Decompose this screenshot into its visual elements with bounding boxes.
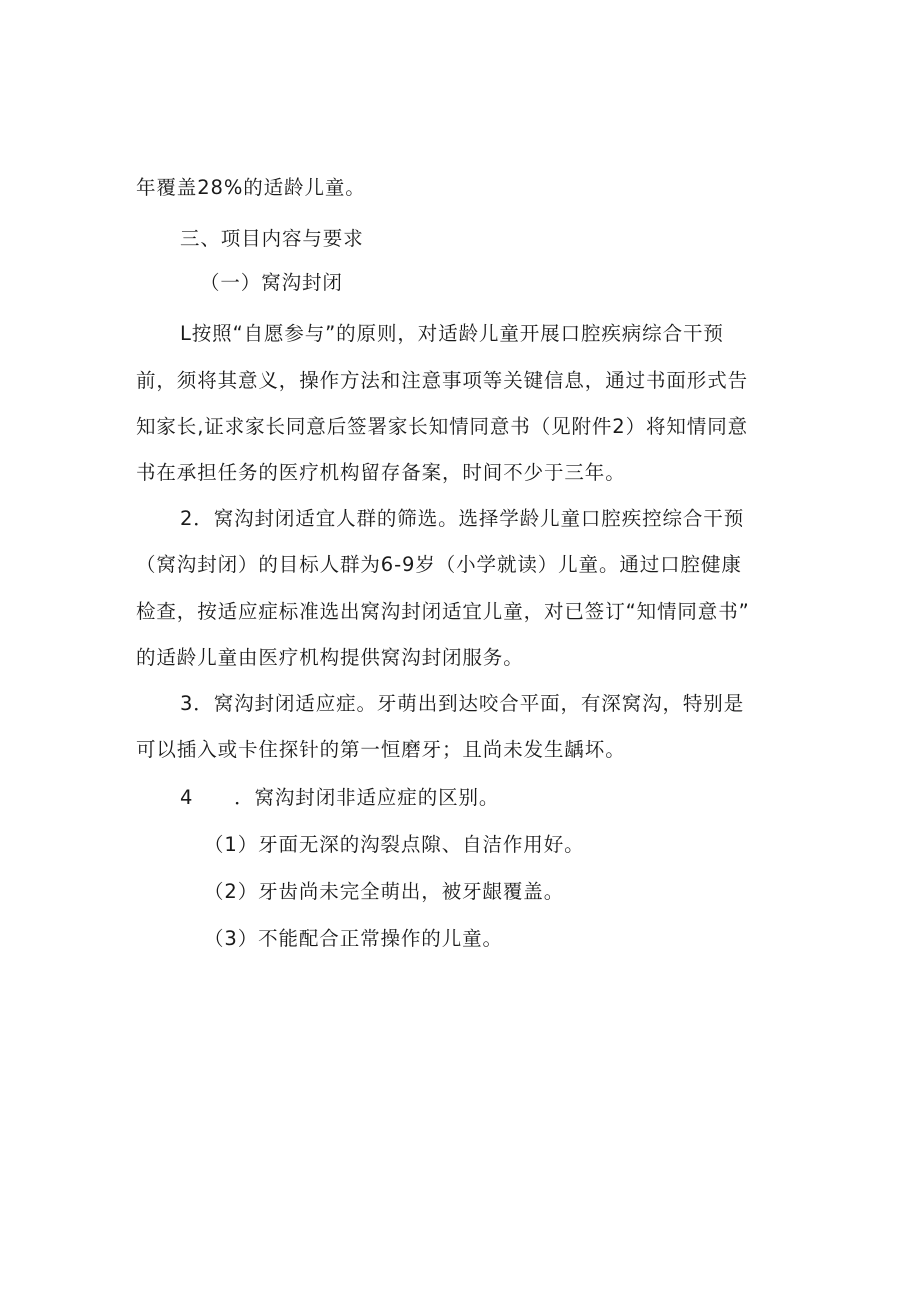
paragraph-1-line-2: 前，须将其意义，操作方法和注意事项等关键信息，通过书面形式告 bbox=[136, 369, 749, 392]
paragraph-2-line-2: （窝沟封闭）的目标人群为6-9岁（小学就读）儿童。通过口腔健康 bbox=[136, 553, 742, 576]
list-item-1: （1）牙面无深的沟裂点隙、自洁作用好。 bbox=[204, 833, 585, 856]
paragraph-3-line-2: 可以插入或卡住探针的第一恒磨牙；且尚未发生龋坏。 bbox=[136, 738, 626, 761]
subsection-heading: （一）窝沟封闭 bbox=[200, 271, 343, 294]
paragraph-4-heading: 4 ．窝沟封闭非适应症的区别。 bbox=[180, 786, 500, 809]
list-item-2: （2）牙齿尚未完全萌出，被牙龈覆盖。 bbox=[204, 880, 565, 903]
paragraph-3-line-1: 3．窝沟封闭适应症。牙萌出到达咬合平面，有深窝沟，特别是 bbox=[180, 692, 745, 715]
paragraph-2-line-4: 的适龄儿童由医疗机构提供窝沟封闭服务。 bbox=[136, 646, 524, 669]
paragraph-1-line-1: L按照“自愿参与”的原则，对适龄儿童开展口腔疾病综合干预 bbox=[180, 322, 724, 345]
paragraph-1-line-4: 书在承担任务的医疗机构留存备案，时间不少于三年。 bbox=[136, 461, 626, 484]
list-item-3: （3）不能配合正常操作的儿童。 bbox=[204, 927, 503, 950]
paragraph-2-line-1: 2．窝沟封闭适宜人群的筛选。选择学龄儿童口腔疾控综合干预 bbox=[180, 507, 745, 530]
section-heading: 三、项目内容与要求 bbox=[180, 227, 364, 250]
text-line-coverage: 年覆盖28%的适龄儿童。 bbox=[136, 176, 366, 199]
paragraph-1-line-3: 知家长,证求家长同意后签署家长知情同意书（见附件2）将知情同意 bbox=[136, 415, 749, 438]
paragraph-2-line-3: 检查，按适应症标准选出窝沟封闭适宜儿童，对已签订“知情同意书” bbox=[136, 600, 750, 623]
